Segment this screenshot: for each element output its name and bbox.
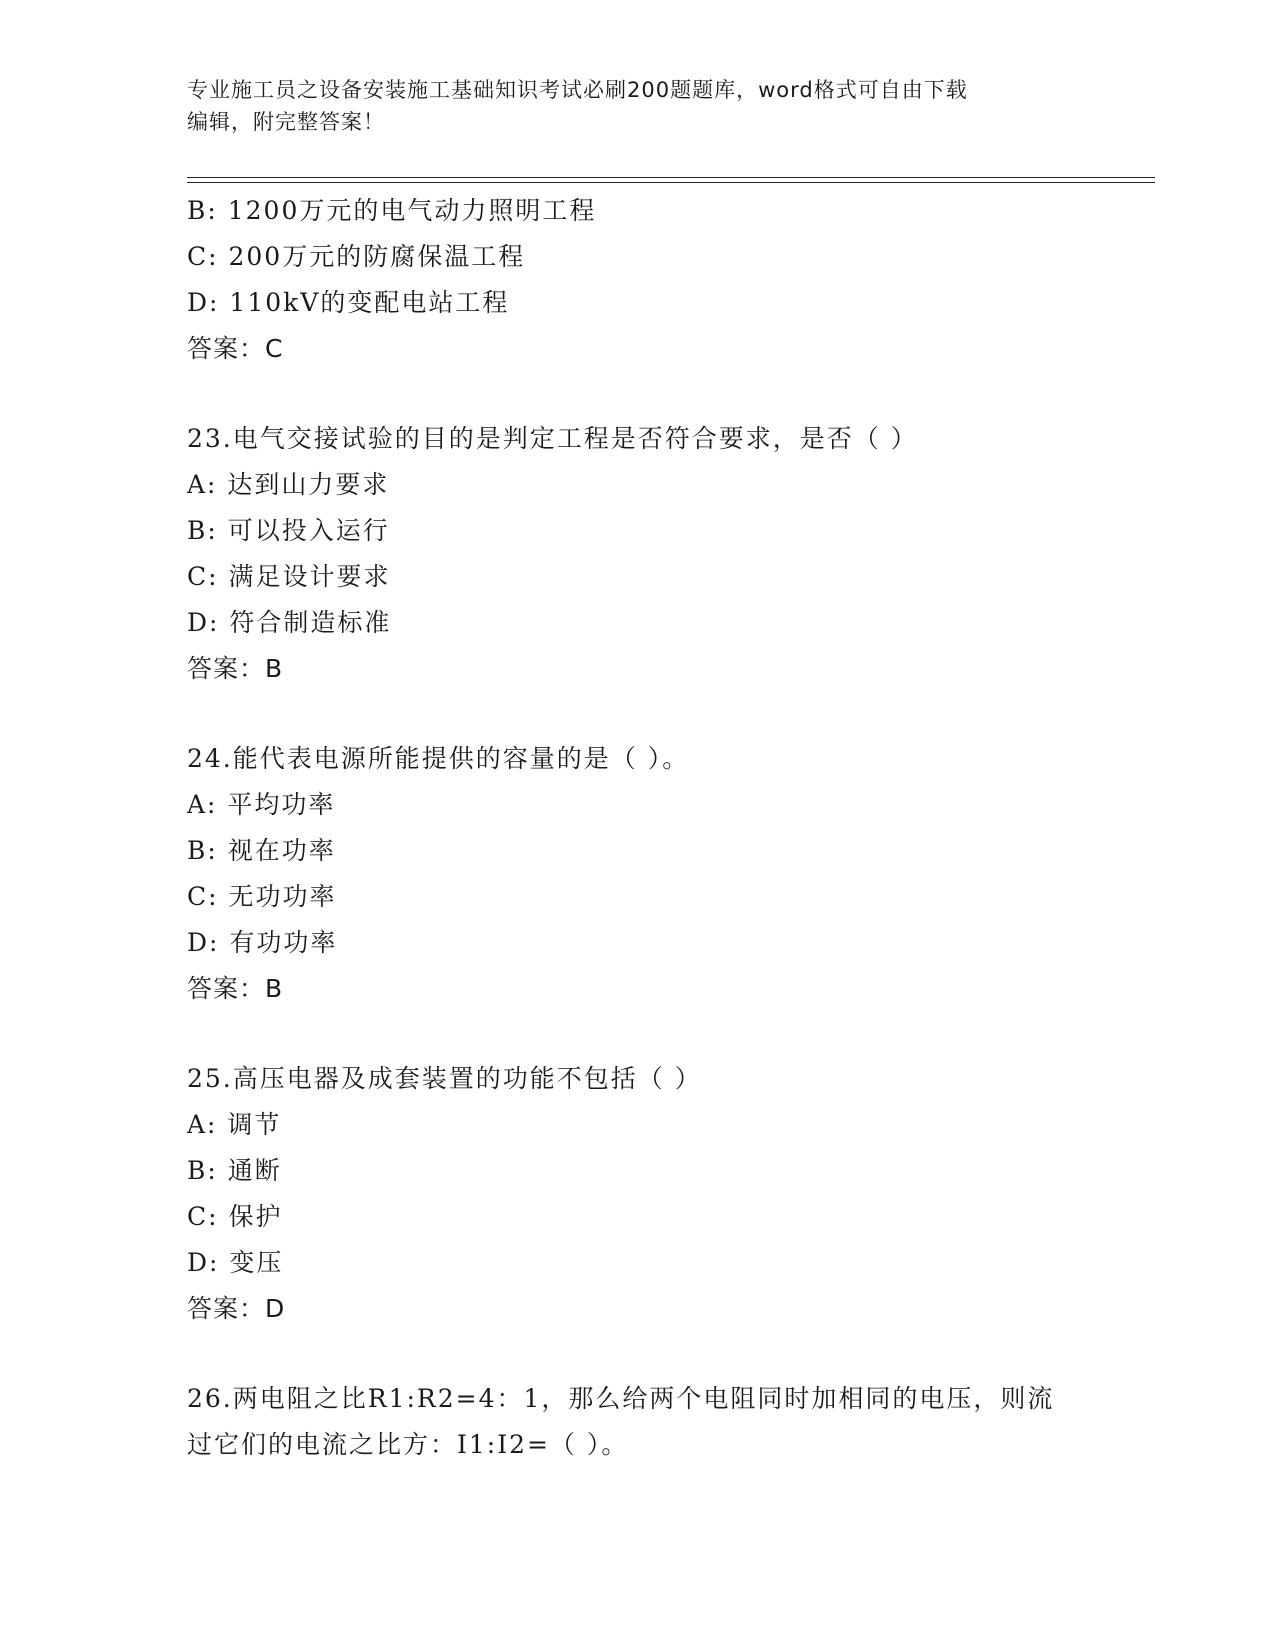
document-header	[187, 74, 1067, 138]
option-c: C: 保护	[187, 1202, 283, 1231]
option-b: B: 可以投入运行	[187, 516, 390, 545]
answer-line: 答案：D	[187, 1294, 286, 1323]
spacer	[187, 1012, 1087, 1056]
option-d: D: 符合制造标准	[187, 608, 392, 637]
question-text: 25.高压电器及成套装置的功能不包括（ ）	[187, 1064, 702, 1093]
question-text-line-2: 过它们的电流之比方：I1:I2=（ ）。	[187, 1430, 629, 1459]
option-c: C: 200万元的防腐保温工程	[187, 242, 526, 271]
question-24	[187, 736, 1087, 1012]
option-d: D: 有功功率	[187, 928, 338, 957]
question-22-tail	[187, 188, 1087, 372]
spacer	[187, 692, 1087, 736]
question-text-line-1: 26.两电阻之比R1:R2=4：1，那么给两个电阻同时加相同的电压，则流	[187, 1384, 1055, 1413]
header-line-1: 专业施工员之设备安装施工基础知识考试必刷200题题库，word格式可自由下载	[187, 78, 968, 102]
answer-line: 答案：B	[187, 974, 284, 1003]
question-text: 23.电气交接试验的目的是判定工程是否符合要求，是否（ ）	[187, 424, 918, 453]
option-d: D: 110kV的变配电站工程	[187, 288, 510, 317]
question-list	[187, 188, 1087, 1468]
question-25	[187, 1056, 1087, 1332]
option-c: C: 无功功率	[187, 882, 337, 911]
answer-line: 答案：B	[187, 654, 284, 683]
option-d: D: 变压	[187, 1248, 284, 1277]
spacer	[187, 372, 1087, 416]
option-b: B: 1200万元的电气动力照明工程	[187, 196, 597, 225]
option-a: A: 调节	[187, 1110, 282, 1139]
answer-line: 答案：C	[187, 334, 284, 363]
option-c: C: 满足设计要求	[187, 562, 391, 591]
question-23	[187, 416, 1087, 692]
header-line-2: 编辑，附完整答案！	[187, 110, 385, 134]
option-b: B: 视在功率	[187, 836, 336, 865]
option-b: B: 通断	[187, 1156, 282, 1185]
option-a: A: 平均功率	[187, 790, 336, 819]
question-text: 24.能代表电源所能提供的容量的是（ ）。	[187, 744, 690, 773]
spacer	[187, 1332, 1087, 1376]
question-26	[187, 1376, 1087, 1468]
option-a: A: 达到山力要求	[187, 470, 390, 499]
header-divider-bottom	[187, 182, 1155, 183]
header-divider-top	[187, 177, 1155, 178]
